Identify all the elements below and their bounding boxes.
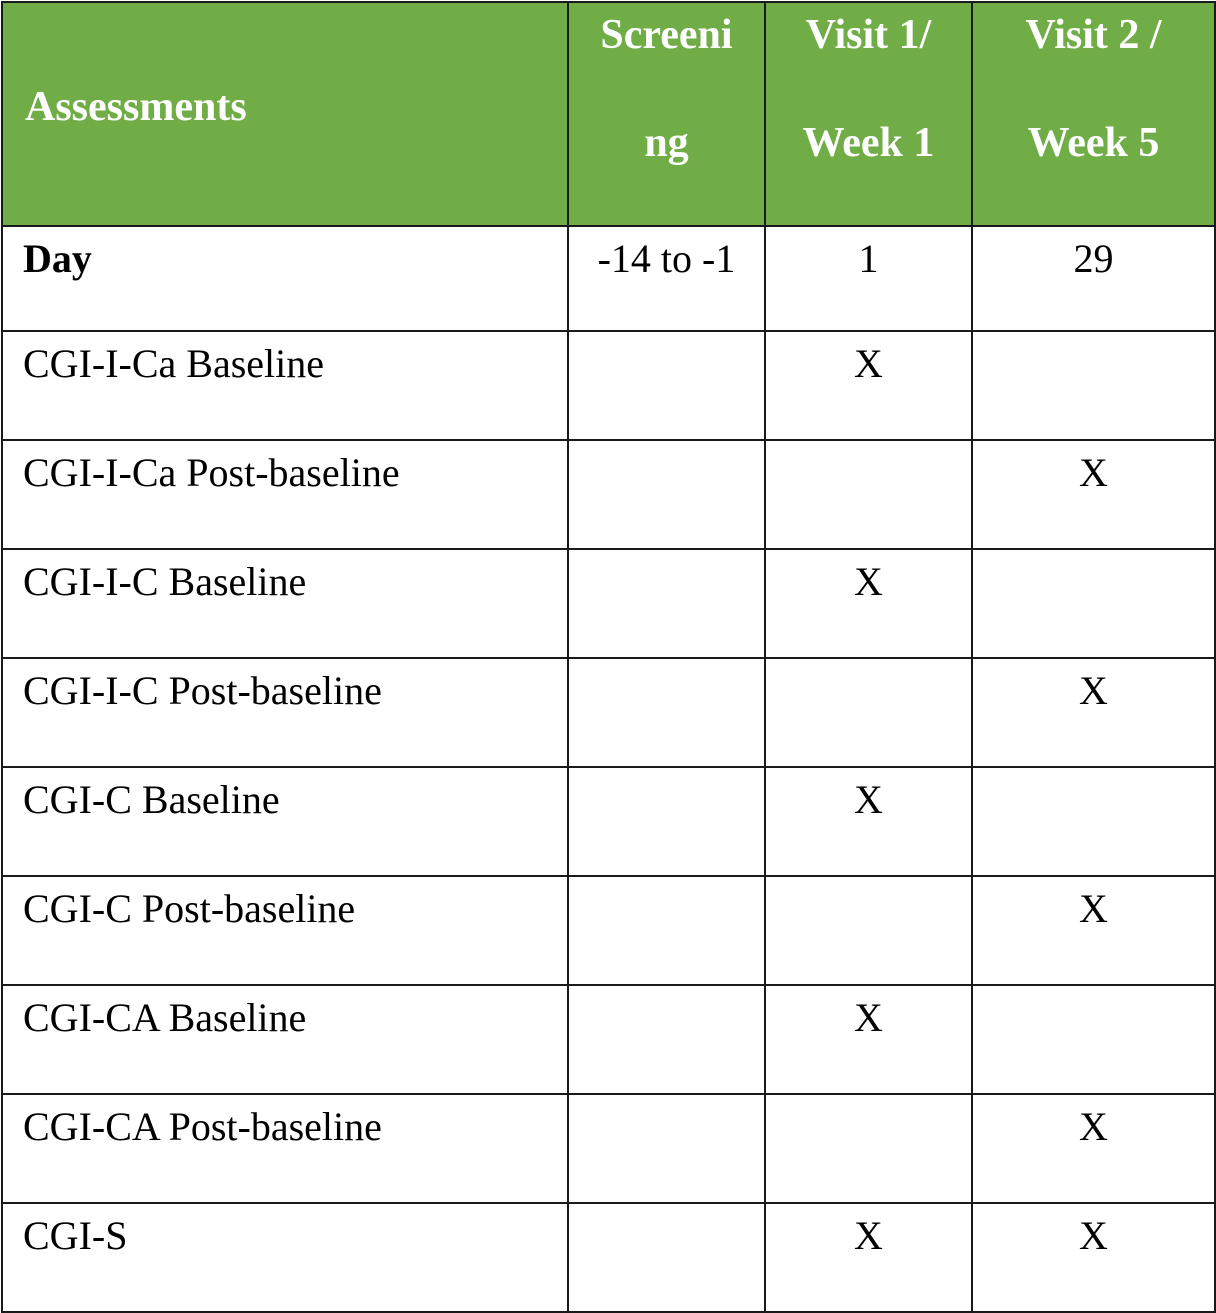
header-visit2-line1: Visit 2 / bbox=[1025, 12, 1162, 58]
screening-cell bbox=[568, 331, 765, 440]
visit2-cell bbox=[972, 767, 1215, 876]
header-assessments bbox=[2, 2, 568, 226]
header-visit2-line2: Week 5 bbox=[1027, 120, 1160, 166]
screening-cell bbox=[568, 1203, 765, 1312]
visit2-cell bbox=[972, 549, 1215, 658]
visit1-cell bbox=[765, 1094, 972, 1203]
visit1-cell bbox=[765, 440, 972, 549]
table-row bbox=[2, 1203, 1215, 1312]
header-visit1-line2: Week 1 bbox=[802, 120, 935, 166]
screening-cell bbox=[568, 767, 765, 876]
screening-cell bbox=[568, 549, 765, 658]
visit2-cell: X bbox=[972, 658, 1215, 767]
header-visit1-line1: Visit 1/ bbox=[805, 12, 932, 58]
assessment-label: CGI-C Baseline bbox=[2, 767, 568, 876]
day-label: Day bbox=[2, 226, 568, 331]
screening-cell bbox=[568, 985, 765, 1094]
visit2-cell: X bbox=[972, 1203, 1215, 1312]
screening-cell bbox=[568, 440, 765, 549]
assessment-schedule-table bbox=[1, 1, 1216, 1313]
assessment-label: CGI-CA Baseline bbox=[2, 985, 568, 1094]
assessment-label: CGI-I-Ca Post-baseline bbox=[2, 440, 568, 549]
assessment-label: CGI-S bbox=[2, 1203, 568, 1312]
day-row bbox=[2, 226, 1215, 331]
visit2-cell: X bbox=[972, 1094, 1215, 1203]
assessment-label: CGI-C Post-baseline bbox=[2, 876, 568, 985]
table-row bbox=[2, 767, 1215, 876]
visit1-cell bbox=[765, 876, 972, 985]
table-body bbox=[2, 226, 1215, 1312]
assessment-label: CGI-I-C Baseline bbox=[2, 549, 568, 658]
table-row bbox=[2, 331, 1215, 440]
header-assessments-label: Assessments bbox=[25, 83, 247, 130]
table-row bbox=[2, 658, 1215, 767]
day-visit1: 1 bbox=[765, 226, 972, 331]
table-row bbox=[2, 1094, 1215, 1203]
screening-cell bbox=[568, 876, 765, 985]
header-row bbox=[2, 2, 1215, 226]
assessment-label: CGI-I-Ca Baseline bbox=[2, 331, 568, 440]
visit1-cell: X bbox=[765, 767, 972, 876]
day-visit2: 29 bbox=[972, 226, 1215, 331]
table-row bbox=[2, 985, 1215, 1094]
header-visit1 bbox=[765, 2, 972, 226]
visit2-cell bbox=[972, 985, 1215, 1094]
header-screening-line1: Screeni bbox=[600, 12, 733, 58]
visit1-cell: X bbox=[765, 331, 972, 440]
table-row bbox=[2, 549, 1215, 658]
visit1-cell: X bbox=[765, 985, 972, 1094]
day-screening: -14 to -1 bbox=[568, 226, 765, 331]
header-screening bbox=[568, 2, 765, 226]
visit2-cell: X bbox=[972, 440, 1215, 549]
assessment-label: CGI-CA Post-baseline bbox=[2, 1094, 568, 1203]
table-row bbox=[2, 440, 1215, 549]
header-screening-line2: ng bbox=[644, 120, 689, 166]
visit2-cell bbox=[972, 331, 1215, 440]
screening-cell bbox=[568, 658, 765, 767]
table-row bbox=[2, 876, 1215, 985]
assessment-label: CGI-I-C Post-baseline bbox=[2, 658, 568, 767]
visit1-cell bbox=[765, 658, 972, 767]
table-header bbox=[2, 2, 1215, 226]
visit1-cell: X bbox=[765, 1203, 972, 1312]
visit1-cell: X bbox=[765, 549, 972, 658]
header-visit2 bbox=[972, 2, 1215, 226]
visit2-cell: X bbox=[972, 876, 1215, 985]
screening-cell bbox=[568, 1094, 765, 1203]
